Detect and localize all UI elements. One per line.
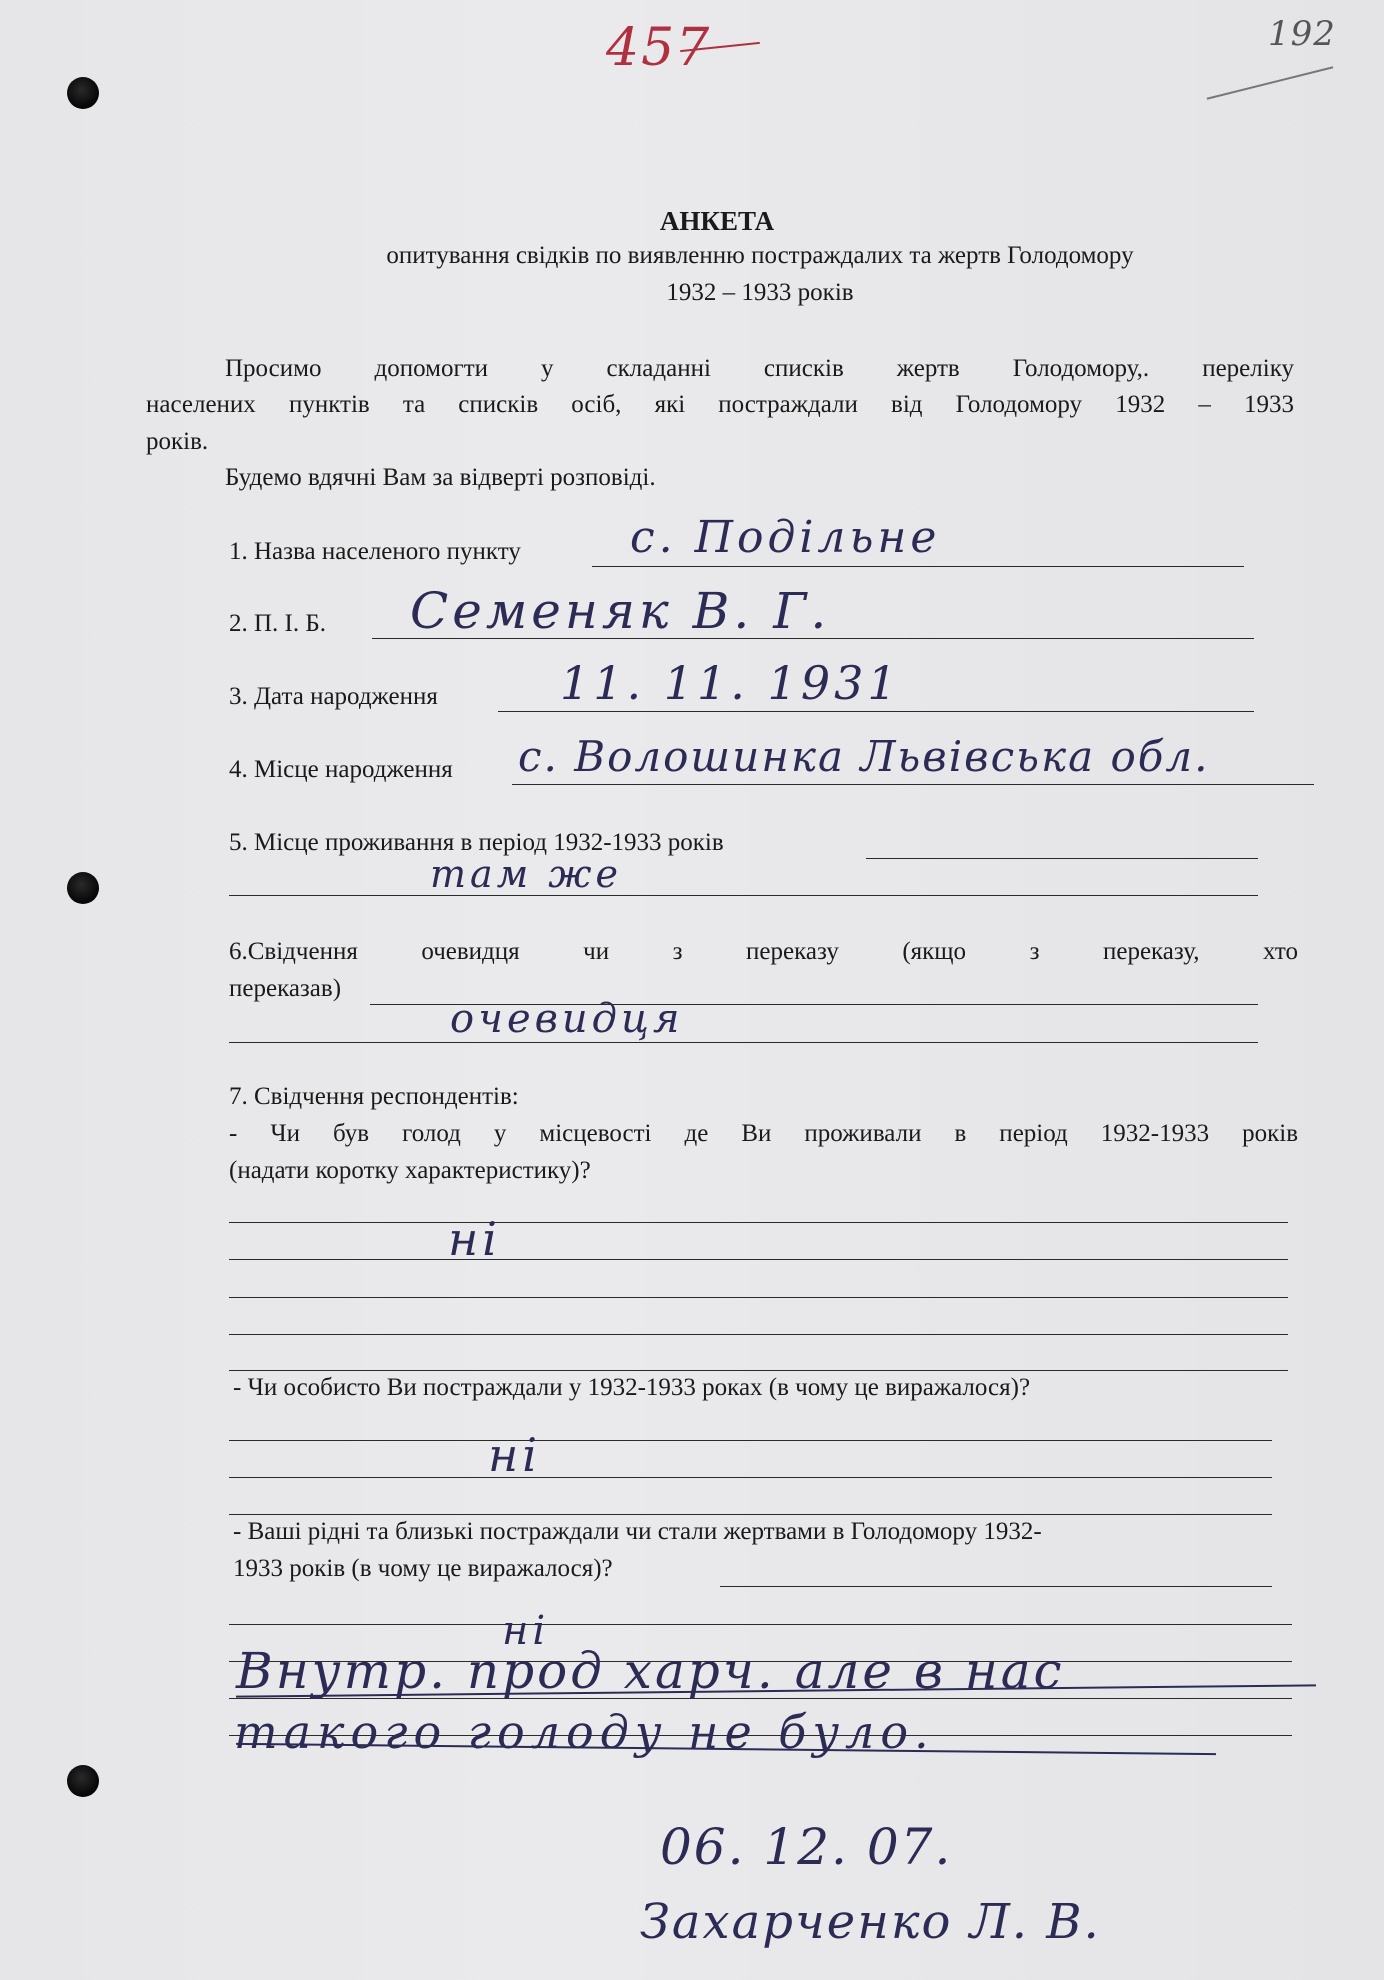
relatives-note-line-2: такого голоду не було. bbox=[234, 1705, 935, 1759]
birth-place-answer-line bbox=[512, 784, 1314, 785]
relatives-question-cont: 1933 років (в чому це виражалося)? bbox=[233, 1555, 613, 1582]
sheet-number: 192 bbox=[1268, 14, 1336, 54]
full-name-label: 2. П. І. Б. bbox=[229, 610, 326, 637]
intro-line-1: Просимо допомогти у складанні списків жертв Голодомору,. переліку bbox=[225, 355, 1294, 382]
full-name-answer: Семеняк В. Г. bbox=[410, 582, 831, 640]
intro-line-3: років. bbox=[146, 428, 209, 455]
settlement-answer-line bbox=[592, 566, 1244, 567]
personal-answer: ні bbox=[488, 1428, 542, 1482]
document-title: АНКЕТА bbox=[659, 206, 775, 236]
personal-answer-line-1 bbox=[229, 1440, 1272, 1441]
famine-answer-line-2 bbox=[229, 1259, 1288, 1260]
residence-answer-line-2 bbox=[229, 895, 1258, 896]
archive-number: 457 bbox=[606, 18, 712, 78]
famine-question: - Чи був голод у місцевості де Ви проживали в період 1932-1933 років bbox=[229, 1120, 1298, 1147]
personal-answer-line-3 bbox=[229, 1514, 1272, 1515]
birth-date-answer: 11. 11. 1931 bbox=[560, 656, 901, 710]
residence-answer-line-1 bbox=[866, 858, 1258, 859]
relatives-answer-line-2 bbox=[229, 1624, 1292, 1625]
personal-suffering-question: - Чи особисто Ви постраждали у 1932-1933 роках (в чому це виражалося)? bbox=[233, 1374, 1031, 1401]
personal-answer-line-2 bbox=[229, 1477, 1272, 1478]
settlement-label: 1. Назва населеного пункту bbox=[229, 538, 521, 565]
punch-hole-bottom bbox=[67, 1765, 99, 1797]
birth-date-answer-line bbox=[498, 711, 1254, 712]
birth-place-answer: с. Волошинка Львівська обл. bbox=[518, 732, 1210, 781]
signature-name: Захарченко Л. В. bbox=[640, 1894, 1101, 1950]
relatives-answer: ні bbox=[502, 1608, 550, 1654]
birth-date-label: 3. Дата народження bbox=[229, 683, 438, 710]
residence-label: 5. Місце проживання в період 1932-1933 років bbox=[229, 829, 724, 856]
residence-answer: там же bbox=[430, 852, 622, 896]
punch-hole-middle bbox=[67, 872, 99, 904]
witness-label: 6.Свідчення очевидця чи з переказу (якщо з переказу, хто bbox=[229, 938, 1298, 965]
witness-label-cont: переказав) bbox=[229, 975, 342, 1002]
famine-question-cont: (надати коротку характеристику)? bbox=[229, 1157, 591, 1184]
signature-date: 06. 12. 07. bbox=[660, 1818, 953, 1876]
intro-line-2: населених пунктів та списків осіб, які постраждали від Голодомору 1932 – 1933 bbox=[146, 391, 1294, 418]
famine-answer: ні bbox=[448, 1212, 502, 1266]
famine-answer-line-4 bbox=[229, 1334, 1288, 1335]
famine-answer-line-3 bbox=[229, 1297, 1288, 1298]
settlement-answer: с. Подільне bbox=[630, 512, 941, 563]
witness-answer: очевидця bbox=[450, 996, 684, 1042]
famine-answer-line-1 bbox=[229, 1222, 1288, 1223]
document-subtitle-years: 1932 – 1933 років bbox=[666, 279, 854, 306]
relatives-note-line-1: Внутр. прод харч. але в нас bbox=[236, 1642, 1065, 1700]
sheet-number-stroke bbox=[1207, 66, 1334, 99]
punch-hole-top bbox=[67, 77, 99, 109]
famine-answer-line-5 bbox=[229, 1370, 1288, 1371]
witness-answer-line-2 bbox=[229, 1042, 1258, 1043]
birth-place-label: 4. Місце народження bbox=[229, 756, 453, 783]
intro-thanks: Будемо вдячні Вам за відверті розповіді. bbox=[225, 464, 656, 491]
relatives-answer-line-1 bbox=[720, 1586, 1272, 1587]
relatives-question: - Ваші рідні та близькі постраждали чи стали жертвами в Голодомору 1932- bbox=[233, 1518, 1042, 1545]
document-subtitle: опитування свідків по виявленню постраждалих та жертв Голодомору bbox=[386, 242, 1134, 269]
testimony-heading: 7. Свідчення респондентів: bbox=[229, 1083, 519, 1110]
